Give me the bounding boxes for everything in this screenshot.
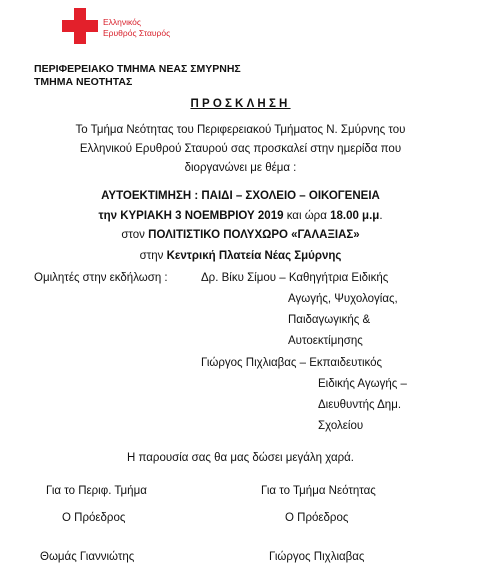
signature-left-for: Για το Περιφ. Τμήμα xyxy=(46,485,147,497)
speaker-1-line: Αυτοεκτίμησης xyxy=(288,335,363,347)
signature-right-role: Ο Πρόεδρος xyxy=(285,512,349,524)
event-date-end: . xyxy=(379,210,383,222)
speaker-1-line: Αγωγής, Ψυχολογίας, xyxy=(288,293,398,305)
signature-right-for: Για το Τμήμα Νεότητας xyxy=(261,485,376,497)
header-line1: ΠΕΡΙΦΕΡΕΙΑΚΟ ΤΜΗΜΑ ΝΕΑΣ ΣΜΥΡΝΗΣ xyxy=(34,63,241,75)
speaker-2-line: Διευθυντής Δημ. xyxy=(318,399,402,411)
venue-pre: στον xyxy=(121,229,149,241)
red-cross-logo-icon xyxy=(62,8,98,44)
org-name-line2: Ερυθρός Σταυρός xyxy=(103,28,171,38)
speaker-2-line: Σχολείου xyxy=(318,420,364,432)
signature-right-name: Γιώργος Πιχλιαβας xyxy=(269,551,365,563)
event-day: την ΚΥΡΙΑΚΗ 3 ΝΟΕΜΒΡΙΟΥ 2019 xyxy=(98,210,284,222)
event-location xyxy=(0,250,481,262)
signature-left-role: Ο Πρόεδρος xyxy=(62,512,126,524)
signature-left-name: Θωμάς Γιαννιώτης xyxy=(40,551,135,563)
invitation-title-wrap xyxy=(0,98,481,110)
event-date-mid: και ώρα xyxy=(283,210,331,222)
invitation-title: ΠΡΟΣΚΛΗΣΗ xyxy=(190,98,291,110)
intro-line-3: διοργανώνει με θέμα : xyxy=(184,162,297,174)
venue-name: ΠΟΛΙΤΙΣΤΙΚΟ ΠΟΛΥΧΩΡΟ «ΓΑΛΑΞΙΑΣ» xyxy=(148,229,360,241)
event-venue xyxy=(0,229,481,241)
square-name: Κεντρική Πλατεία Νέας Σμύρνης xyxy=(166,250,342,262)
header-line2: ΤΜΗΜΑ ΝΕΟΤΗΤΑΣ xyxy=(34,76,133,88)
speaker-1-name: Δρ. Βίκυ Σίμου – Καθηγήτρια Ειδικής xyxy=(201,272,389,284)
org-name-line1: Ελληνικός xyxy=(103,17,142,27)
square-pre: στην xyxy=(139,250,167,262)
speaker-2-line: Ειδικής Αγωγής – xyxy=(318,378,407,390)
closing-line: Η παρουσία σας θα μας δώσει μεγάλη χαρά. xyxy=(127,452,354,464)
event-date xyxy=(0,210,481,222)
speaker-2-name: Γιώργος Πιχλιαβας – Εκπαιδευτικός xyxy=(201,357,383,369)
speaker-1-line: Παιδαγωγικής & xyxy=(288,314,371,326)
speakers-label: Ομιλητές στην εκδήλωση : xyxy=(34,272,168,284)
event-time: 18.00 μ.μ xyxy=(330,210,380,222)
intro-line-1: Το Τμήμα Νεότητας του Περιφερειακού Τμήματος Ν. Σμύρνης του xyxy=(75,124,406,136)
intro-line-2: Ελληνικού Ερυθρού Σταυρού σας προσκαλεί στην ημερίδα που xyxy=(79,143,402,155)
event-theme: ΑΥΤΟΕΚΤΙΜΗΣΗ : ΠΑΙΔΙ – ΣΧΟΛΕΙΟ – ΟΙΚΟΓΕΝΕΙΑ xyxy=(101,190,380,202)
